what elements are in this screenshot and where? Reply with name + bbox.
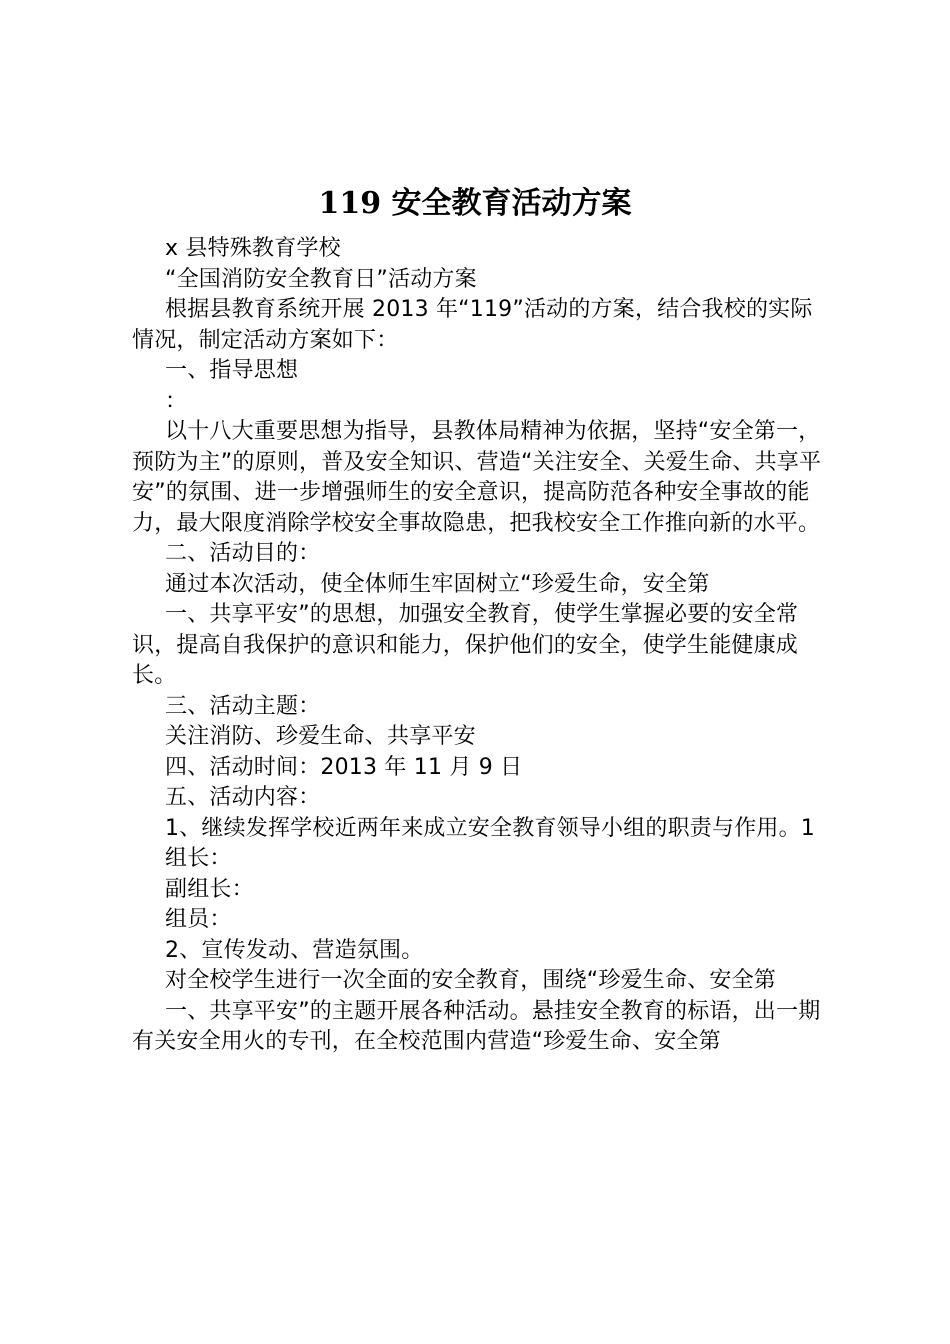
colon-line: ： (165, 388, 188, 414)
section-heading-theme: 三、活动主题： (165, 693, 321, 719)
education-paragraph-continued: 一、共享平安”的主题开展各种活动。悬挂安全教育的标语，出一期有关安全用火的专刊，在全校范围内营造“珍爱生命、安全第 (132, 998, 821, 1054)
members-line: 组员： (165, 907, 232, 932)
section-heading-purpose: 二、活动目的： (165, 541, 321, 566)
plan-subtitle-line: “全国消防安全教育日”活动方案 (165, 266, 477, 292)
purpose-paragraph-start: 通过本次活动，使全体师生牢固树立“珍爱生命，安全第 (165, 571, 710, 597)
document-body (132, 234, 832, 1058)
document-title: 119 安全教育活动方案 (318, 186, 632, 221)
theme-line: 关注消防、珍爱生命、共享平安 (165, 724, 476, 749)
content-item-2: 2、宣传发动、营造氛围。 (165, 937, 424, 963)
leader-line: 组长： (165, 846, 232, 871)
content-item-1: 1、继续发挥学校近两年来成立安全教育领导小组的职责与作用。1 (165, 815, 815, 841)
intro-paragraph: 根据县教育系统开展 2013 年“119”活动的方案，结合我校的实际情况，制定活动方案如下： (132, 297, 813, 353)
school-name-line: x 县特殊教育学校 (165, 236, 341, 261)
section-heading-time: 四、活动时间：2013 年 11 月 9 日 (165, 754, 523, 780)
guiding-thought-paragraph: 以十八大重要思想为指导，县教体局精神为依据，坚持“安全第一，预防为主”的原则，普及安全知识、营造“关注安全、关爱生命、共享平安”的氛围、进一步增强师生的安全意识，提高防范各种安全事故的能力，最大限度消除学校安全事故隐患，把我校安全工作推向新的水平。 (132, 419, 822, 536)
section-heading-content: 五、活动内容： (165, 785, 321, 810)
purpose-paragraph-continued: 一、共享平安”的思想，加强安全教育，使学生掌握必要的安全常识，提高自我保护的意识和能力，保护他们的安全，使学生能健康成长。 (132, 602, 799, 688)
deputy-leader-line: 副组长： (165, 876, 254, 902)
education-paragraph-start: 对全校学生进行一次全面的安全教育，围绕“珍爱生命、安全第 (165, 968, 776, 993)
section-heading-guiding-thought: 一、指导思想 (165, 358, 299, 383)
